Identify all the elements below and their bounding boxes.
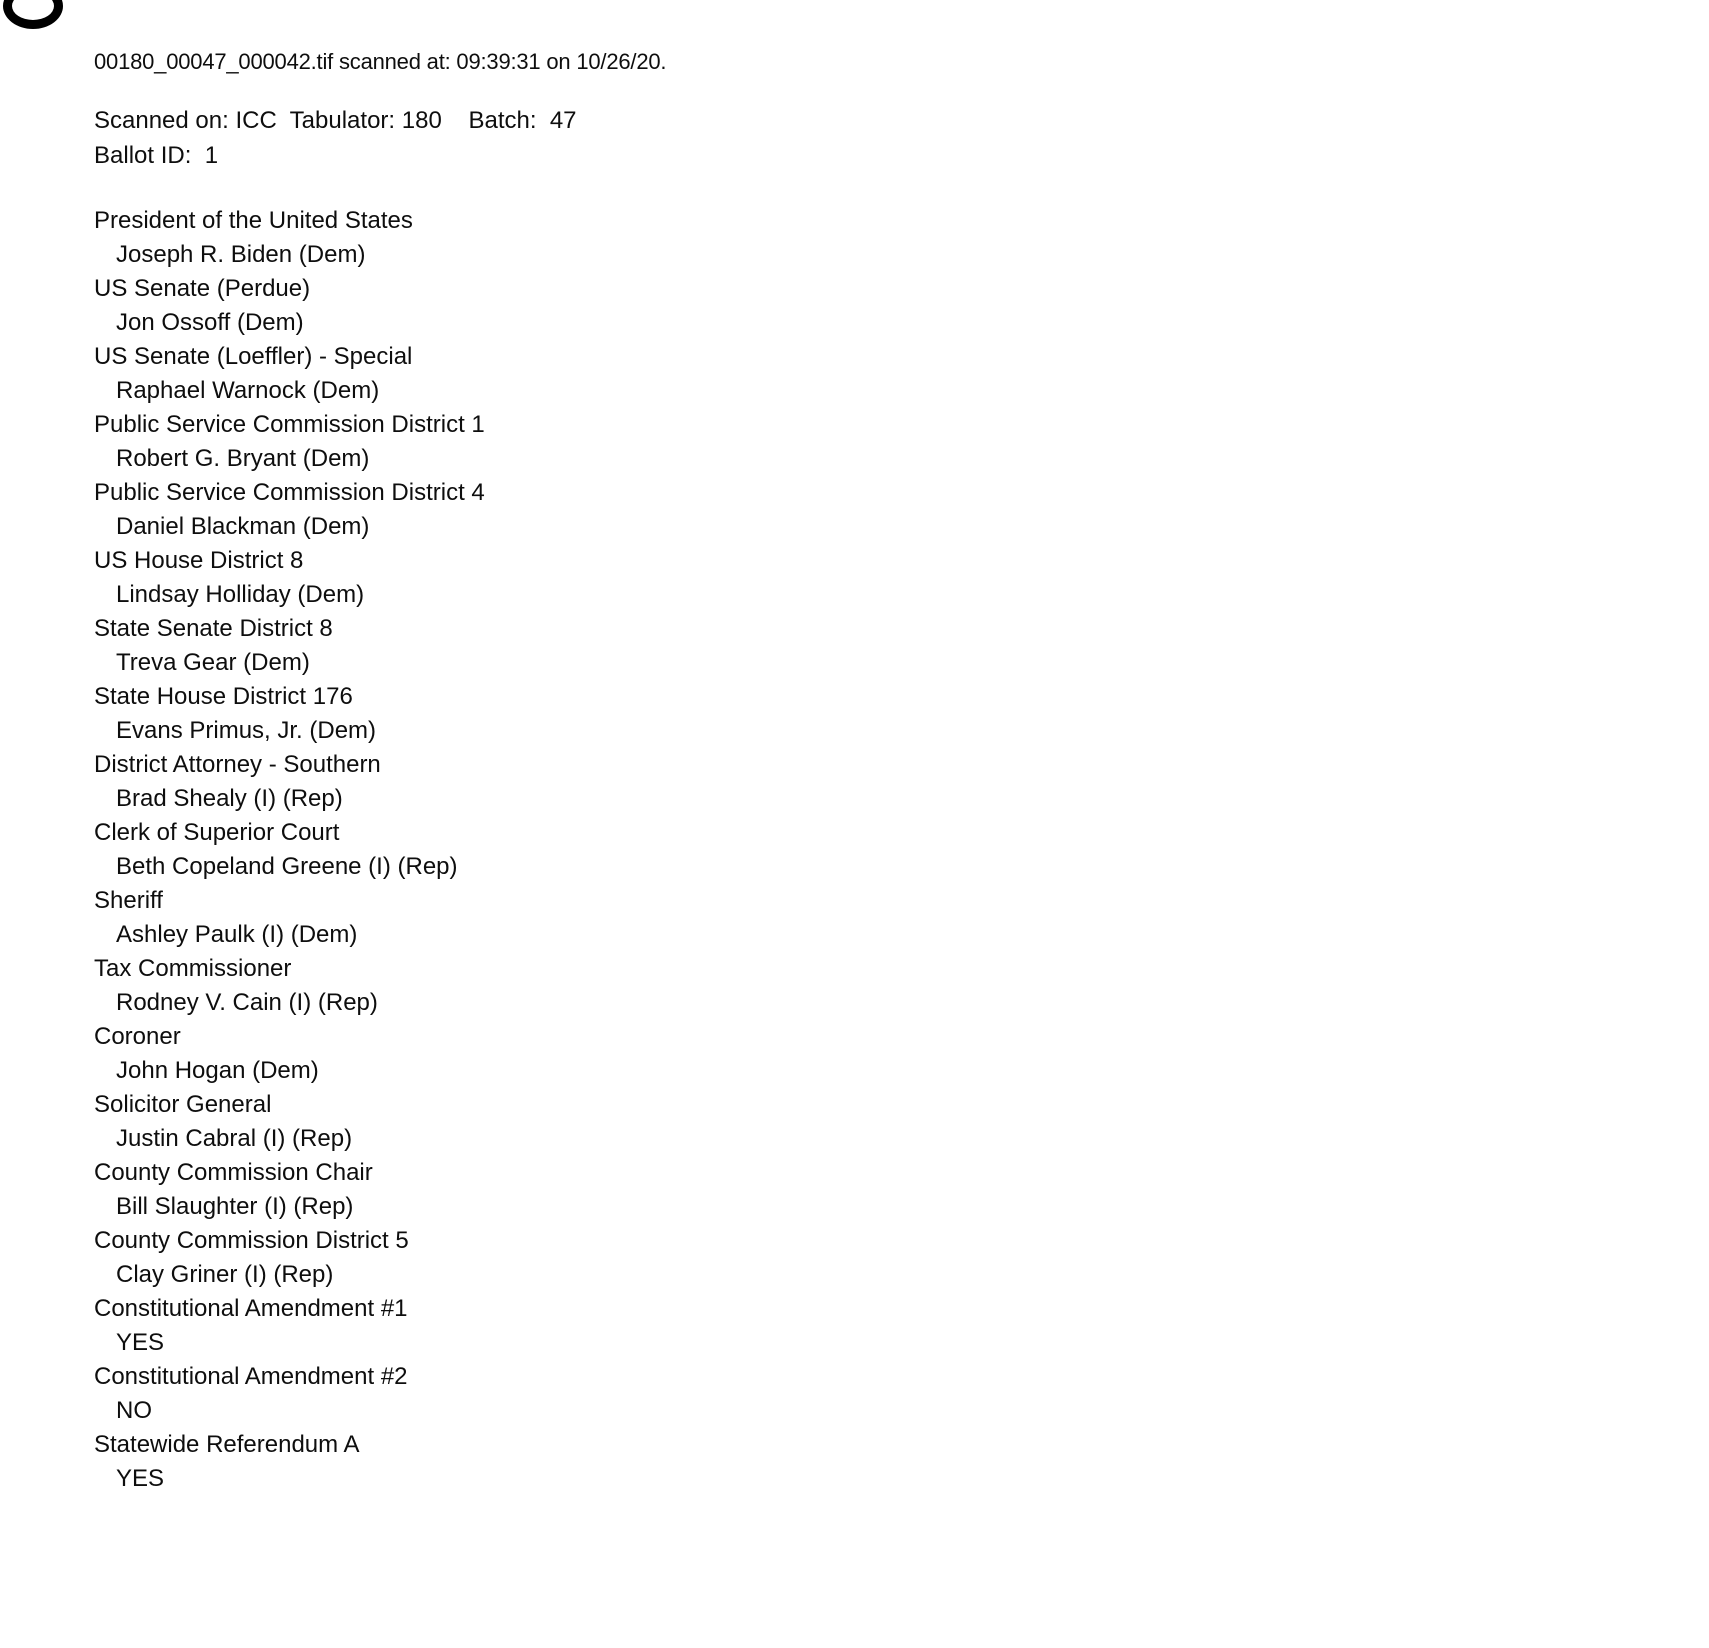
contest-selection: Evans Primus, Jr. (Dem) xyxy=(116,717,377,744)
contest-title: Statewide Referendum A xyxy=(94,1431,360,1458)
contest-title: Coroner xyxy=(94,1023,181,1050)
scanner-smudge-artifact xyxy=(3,0,63,29)
contest-selection: Daniel Blackman (Dem) xyxy=(116,513,370,540)
contest-row xyxy=(94,272,1669,340)
contest-title: District Attorney - Southern xyxy=(94,751,381,778)
contest-title: US Senate (Loeffler) - Special xyxy=(94,343,413,370)
contest-row xyxy=(94,1292,1669,1360)
contest-selection: Brad Shealy (I) (Rep) xyxy=(116,785,343,812)
contest-title: Clerk of Superior Court xyxy=(94,819,340,846)
contest-selection: Beth Copeland Greene (I) (Rep) xyxy=(116,853,458,880)
contest-row xyxy=(94,476,1669,544)
contest-selection: YES xyxy=(116,1329,165,1356)
contest-row xyxy=(94,1224,1669,1292)
contest-row xyxy=(94,1360,1669,1428)
contest-selection: YES xyxy=(116,1465,165,1492)
contest-row xyxy=(94,204,1669,272)
contest-selection: Joseph R. Biden (Dem) xyxy=(116,241,366,268)
contest-title: Constitutional Amendment #1 xyxy=(94,1295,408,1322)
scan-filename-line: 00180_00047_000042.tif scanned at: 09:39:31 on 10/26/20. xyxy=(94,49,667,74)
contest-selection: Bill Slaughter (I) (Rep) xyxy=(116,1193,354,1220)
contest-selection: Lindsay Holliday (Dem) xyxy=(116,581,365,608)
contest-list xyxy=(94,204,1669,1496)
contest-row xyxy=(94,816,1669,884)
contest-row xyxy=(94,680,1669,748)
contest-row xyxy=(94,1088,1669,1156)
contest-selection: Ashley Paulk (I) (Dem) xyxy=(116,921,358,948)
contest-title: State House District 176 xyxy=(94,683,353,710)
contest-title: President of the United States xyxy=(94,207,413,234)
contest-selection: NO xyxy=(116,1397,152,1424)
contest-row xyxy=(94,1428,1669,1496)
contest-row xyxy=(94,544,1669,612)
contest-selection: Rodney V. Cain (I) (Rep) xyxy=(116,989,378,1016)
scan-info-line: Scanned on: ICC Tabulator: 180 Batch: 47 xyxy=(94,107,577,134)
contest-row xyxy=(94,340,1669,408)
contest-row xyxy=(94,408,1669,476)
contest-row xyxy=(94,1020,1669,1088)
contest-row xyxy=(94,952,1669,1020)
contest-title: Sheriff xyxy=(94,887,163,914)
contest-selection: John Hogan (Dem) xyxy=(116,1057,319,1084)
contest-title: Tax Commissioner xyxy=(94,955,292,982)
contest-title: Constitutional Amendment #2 xyxy=(94,1363,408,1390)
contest-title: US Senate (Perdue) xyxy=(94,275,311,302)
contest-title: Public Service Commission District 1 xyxy=(94,411,485,438)
contest-selection: Justin Cabral (I) (Rep) xyxy=(116,1125,353,1152)
contest-row xyxy=(94,748,1669,816)
contest-title: US House District 8 xyxy=(94,547,304,574)
contest-title: County Commission District 5 xyxy=(94,1227,409,1254)
contest-row xyxy=(94,884,1669,952)
contest-title: Public Service Commission District 4 xyxy=(94,479,485,506)
contest-selection: Treva Gear (Dem) xyxy=(116,649,310,676)
contest-selection: Jon Ossoff (Dem) xyxy=(116,309,304,336)
contest-selection: Robert G. Bryant (Dem) xyxy=(116,445,370,472)
contest-selection: Clay Griner (I) (Rep) xyxy=(116,1261,334,1288)
contest-title: County Commission Chair xyxy=(94,1159,373,1186)
contest-title: Solicitor General xyxy=(94,1091,272,1118)
contest-row xyxy=(94,1156,1669,1224)
contest-row xyxy=(94,612,1669,680)
contest-selection: Raphael Warnock (Dem) xyxy=(116,377,380,404)
contest-title: State Senate District 8 xyxy=(94,615,333,642)
ballot-id-line: Ballot ID: 1 xyxy=(94,142,219,169)
